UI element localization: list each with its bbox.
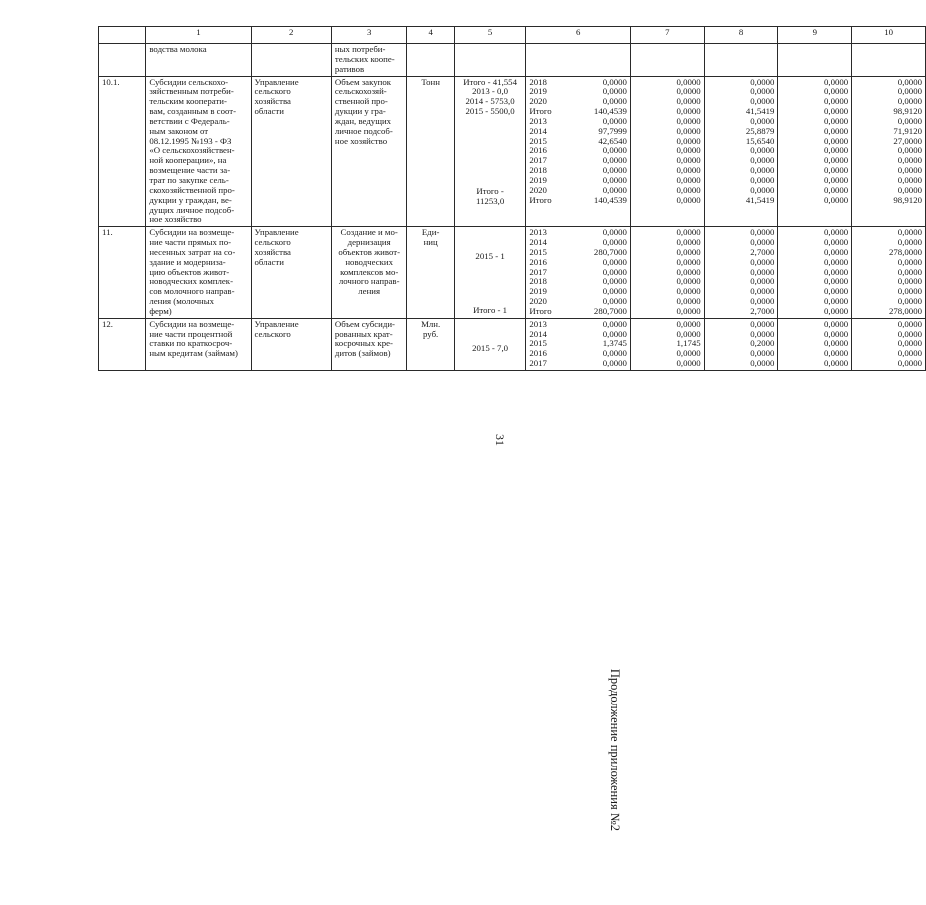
amount-value: 0,0000 bbox=[602, 237, 627, 248]
amount-value: 0,0000 bbox=[676, 184, 701, 195]
amount-value: 0,0000 bbox=[897, 227, 922, 238]
amount-value: 0,0000 bbox=[676, 165, 701, 176]
text-line: ветствии с Федераль- bbox=[149, 115, 230, 126]
amount-value: 0,0000 bbox=[897, 348, 922, 359]
amount-value: 0,0000 bbox=[750, 328, 775, 339]
year-label: 2017 bbox=[529, 358, 547, 369]
measure-description bbox=[146, 76, 251, 227]
header-cell: 8 bbox=[704, 27, 778, 44]
amount-value: 0,0000 bbox=[602, 155, 627, 166]
funding-federal bbox=[630, 227, 704, 319]
amount-value: 0,0000 bbox=[676, 106, 701, 117]
amount-value: 0,0000 bbox=[750, 286, 775, 297]
text-line: Управление bbox=[254, 227, 299, 238]
text-line: ным законом от bbox=[149, 125, 209, 136]
amount-value: 0,0000 bbox=[750, 266, 775, 277]
year-label: 2015 bbox=[529, 135, 547, 146]
year-label: 2020 bbox=[529, 184, 547, 195]
text-line: Млн. bbox=[421, 318, 441, 329]
amount-value: 0,0000 bbox=[676, 125, 701, 136]
year-label: 2013 bbox=[529, 115, 547, 126]
unit-of-measure bbox=[407, 227, 454, 319]
amount-value: 0,0000 bbox=[676, 358, 701, 369]
amount-value: 0,0000 bbox=[897, 338, 922, 349]
indicator-values bbox=[454, 76, 526, 227]
year-label: 2016 bbox=[529, 256, 547, 267]
amount-value: 0,0000 bbox=[823, 165, 849, 176]
amount-value: 0,0000 bbox=[602, 296, 627, 307]
amount-value: 0,0000 bbox=[676, 115, 701, 126]
header-cell: 3 bbox=[331, 27, 407, 44]
amount-value: 15,6540 bbox=[745, 135, 775, 146]
amount-value: 25,8879 bbox=[745, 125, 775, 136]
amount-value: 0,0000 bbox=[823, 184, 849, 195]
amount-value: 0,0000 bbox=[750, 237, 775, 248]
table-row-prev bbox=[99, 44, 926, 77]
amount-value: 0,0000 bbox=[602, 76, 627, 87]
amount-value: 0,0000 bbox=[823, 135, 849, 146]
amount-value: 2,7000 bbox=[750, 246, 775, 257]
header-cell: 6 bbox=[526, 27, 631, 44]
amount-value: 0,0000 bbox=[602, 318, 627, 329]
funding-regional bbox=[704, 318, 778, 370]
text-line: вам, созданным в соот- bbox=[149, 106, 237, 117]
amount-value: 0,0000 bbox=[823, 286, 849, 297]
text-line: здание и модерниза- bbox=[149, 256, 226, 267]
amount-value: 0,0000 bbox=[750, 358, 775, 369]
amount-value: 0,0000 bbox=[750, 256, 775, 267]
amount-value: 0,0000 bbox=[676, 286, 701, 297]
amount-value: 0,0000 bbox=[897, 174, 922, 185]
text-line: Объем закупок bbox=[334, 76, 392, 87]
amount-value: 0,0000 bbox=[750, 174, 775, 185]
year-label: Итого bbox=[529, 305, 552, 316]
amount-value: 0,0000 bbox=[750, 86, 775, 97]
text-line: дитов (займов) bbox=[334, 348, 391, 359]
amount-value: 0,0000 bbox=[823, 96, 849, 107]
amount-value: 0,0000 bbox=[823, 318, 849, 329]
text-line: ное хозяйство bbox=[149, 214, 202, 225]
year-label: 2018 bbox=[529, 165, 547, 176]
year-label: 2020 bbox=[529, 296, 547, 307]
amount-value: 0,0000 bbox=[750, 155, 775, 166]
amount-value: 0,0000 bbox=[676, 96, 701, 107]
text-line: возмещение части за- bbox=[149, 165, 231, 176]
year-label: 2013 bbox=[529, 318, 547, 329]
text-line: дукции у гра- bbox=[334, 106, 386, 117]
amount-value: 0,0000 bbox=[750, 165, 775, 176]
text-line: дукции у граждан, ве- bbox=[149, 194, 232, 205]
amount-value: 0,0000 bbox=[823, 246, 849, 257]
prev-row-text: водства молока bbox=[146, 44, 251, 77]
indicator-values: 2015 - 1 Итого - 1 bbox=[454, 227, 526, 319]
text-line: зяйственным потреби- bbox=[149, 86, 234, 97]
year-label: Итого bbox=[529, 194, 552, 205]
amount-value: 0,0000 bbox=[676, 135, 701, 146]
amount-value: 0,0000 bbox=[897, 296, 922, 307]
amount-value: 0,0000 bbox=[823, 348, 849, 359]
amount-value: 0,0000 bbox=[750, 96, 775, 107]
text-line: 2015 - 5500,0 bbox=[465, 106, 515, 117]
text-line: личное подсоб- bbox=[334, 125, 393, 136]
year-label: 2014 bbox=[529, 237, 547, 248]
text-line: тельским кооперати- bbox=[149, 96, 227, 107]
year-label: 2019 bbox=[529, 286, 547, 297]
amount-value: 0,0000 bbox=[823, 328, 849, 339]
text-line: дущих личное подсоб- bbox=[149, 204, 235, 215]
text-line: ления bbox=[358, 286, 381, 297]
amount-value: 0,0000 bbox=[823, 106, 849, 117]
amount-value: 0,0000 bbox=[750, 348, 775, 359]
funding-total bbox=[526, 76, 631, 227]
responsible-executor bbox=[251, 76, 331, 227]
amount-value: 0,0000 bbox=[676, 276, 701, 287]
text-line: Еди- bbox=[421, 227, 440, 238]
amount-value: 0,0000 bbox=[602, 96, 627, 107]
funding-other bbox=[852, 76, 926, 227]
text-line: Управление bbox=[254, 76, 299, 87]
text-line: сельского bbox=[254, 237, 291, 248]
amount-value: 0,0000 bbox=[676, 246, 701, 257]
amount-value: 0,0000 bbox=[676, 328, 701, 339]
amount-value: 0,0000 bbox=[823, 296, 849, 307]
amount-value: 0,0000 bbox=[897, 237, 922, 248]
funding-total bbox=[526, 318, 631, 370]
text-line: Создание и мо- bbox=[340, 227, 398, 238]
amount-value: 0,0000 bbox=[897, 155, 922, 166]
text-line: несенных затрат на со- bbox=[149, 246, 236, 257]
text-line: косрочных кре- bbox=[334, 338, 393, 349]
header-cell: 4 bbox=[407, 27, 454, 44]
amount-value: 98,9120 bbox=[893, 194, 922, 205]
text-line: новодческих bbox=[345, 256, 393, 267]
header-cell: 1 bbox=[146, 27, 251, 44]
amount-value: 0,0000 bbox=[750, 184, 775, 195]
year-label: 2019 bbox=[529, 86, 547, 97]
year-value-line bbox=[529, 196, 627, 206]
text-line: ления (молочных bbox=[149, 296, 215, 307]
amount-value: 0,0000 bbox=[897, 184, 922, 195]
amount-value: 0,0000 bbox=[823, 86, 849, 97]
text-line: 2014 - 5753,0 bbox=[465, 96, 515, 107]
table-row-10-1 bbox=[99, 76, 926, 227]
amount-value: 0,0000 bbox=[676, 155, 701, 166]
amount-value: 0,0000 bbox=[750, 276, 775, 287]
unit-of-measure bbox=[407, 318, 454, 370]
amount-value: 0,0000 bbox=[823, 115, 849, 126]
text-line: области bbox=[254, 256, 284, 267]
amount-value: 71,9120 bbox=[893, 125, 922, 136]
funding-total bbox=[526, 227, 631, 319]
amount-value: 0,0000 bbox=[602, 348, 627, 359]
amount-value: 0,0000 bbox=[750, 227, 775, 238]
row-number: 10.1. bbox=[99, 76, 146, 227]
amount-value: 0,0000 bbox=[602, 328, 627, 339]
amount-value: 41,5419 bbox=[745, 194, 775, 205]
amount-value: 140,4539 bbox=[593, 106, 627, 117]
text-line: скохозяйственной про- bbox=[149, 184, 235, 195]
year-label: Итого bbox=[529, 106, 552, 117]
amount-value: 0,0000 bbox=[602, 256, 627, 267]
text-line: ние части прямых по- bbox=[149, 237, 232, 248]
program-table bbox=[98, 26, 926, 371]
row-number: 11. bbox=[99, 227, 146, 319]
text-line: руб. bbox=[423, 328, 439, 339]
amount-value: 0,0000 bbox=[602, 266, 627, 277]
text-line: Управление bbox=[254, 318, 299, 329]
text-line: Субсидии сельскохо- bbox=[149, 76, 229, 87]
table-row-11 bbox=[99, 227, 926, 319]
funding-federal bbox=[630, 76, 704, 227]
funding-local bbox=[778, 318, 852, 370]
indicator-name bbox=[331, 76, 407, 227]
amount-value: 41,5419 bbox=[745, 106, 775, 117]
amount-value: 0,0000 bbox=[897, 115, 922, 126]
amount-value: 0,0000 bbox=[676, 227, 701, 238]
amount-value: 0,0000 bbox=[897, 286, 922, 297]
text-line: лочного направ- bbox=[338, 276, 400, 287]
text-line: цию объектов живот- bbox=[149, 266, 230, 277]
text-line: сов молочного направ- bbox=[149, 286, 235, 297]
amount-value: 0,0000 bbox=[823, 155, 849, 166]
prev-row-indicator: ных потреби- тельских коопе- ративов bbox=[331, 44, 407, 77]
funding-local bbox=[778, 76, 852, 227]
amount-value: 1,1745 bbox=[676, 338, 701, 349]
amount-value: 0,0000 bbox=[602, 174, 627, 185]
year-label: 2013 bbox=[529, 227, 547, 238]
amount-value: 0,0000 bbox=[823, 174, 849, 185]
amount-value: 0,0000 bbox=[602, 286, 627, 297]
amount-value: 0,0000 bbox=[676, 174, 701, 185]
text-line: рованных крат- bbox=[334, 328, 393, 339]
text-line: Субсидии на возмеще- bbox=[149, 227, 235, 238]
responsible-executor bbox=[251, 227, 331, 319]
text-line: Субсидии на возмеще- bbox=[149, 318, 235, 329]
responsible-executor bbox=[251, 318, 331, 370]
amount-value: 0,0000 bbox=[897, 358, 922, 369]
amount-value: 0,0000 bbox=[602, 276, 627, 287]
text-line: Итого - bbox=[476, 185, 504, 196]
text-line: новодческих комплек- bbox=[149, 276, 234, 287]
amount-value: 97,7999 bbox=[598, 125, 627, 136]
text-line: объектов живот- bbox=[338, 246, 401, 257]
header-cell bbox=[99, 27, 146, 44]
text-line: ниц bbox=[423, 237, 438, 248]
amount-value: 0,0000 bbox=[823, 227, 849, 238]
amount-value: 1,3745 bbox=[602, 338, 627, 349]
indicator-name bbox=[331, 227, 407, 319]
text-line: «О сельскохозяйствен- bbox=[149, 145, 235, 156]
text-line: Итого - 41,554 bbox=[463, 76, 517, 87]
text-line: ственной про- bbox=[334, 96, 388, 107]
amount-value: 0,0000 bbox=[602, 145, 627, 156]
continuation-title: Продолжение приложения №2 bbox=[608, 668, 622, 831]
amount-value: 98,9120 bbox=[893, 106, 922, 117]
amount-value: 0,0000 bbox=[676, 318, 701, 329]
amount-value: 0,0000 bbox=[750, 115, 775, 126]
text-line: комплексов мо- bbox=[340, 266, 399, 277]
text-line: ной кооперации», на bbox=[149, 155, 227, 166]
amount-value: 0,0000 bbox=[676, 305, 701, 316]
year-label: 2017 bbox=[529, 266, 547, 277]
amount-value: 0,0000 bbox=[602, 227, 627, 238]
amount-value: 0,0000 bbox=[676, 266, 701, 277]
year-label: 2018 bbox=[529, 76, 547, 87]
text-line: ное хозяйство bbox=[334, 135, 388, 146]
text-line: ждан, ведущих bbox=[334, 115, 392, 126]
amount-value: 2,7000 bbox=[750, 305, 775, 316]
funding-regional bbox=[704, 76, 778, 227]
funding-federal bbox=[630, 318, 704, 370]
year-value-line bbox=[529, 359, 627, 369]
amount-value: 0,0000 bbox=[676, 145, 701, 156]
amount-value: 0,0000 bbox=[602, 165, 627, 176]
amount-value: 278,0000 bbox=[889, 305, 922, 316]
amount-value: 280,7000 bbox=[593, 246, 627, 257]
year-label: 2018 bbox=[529, 276, 547, 287]
amount-value: 0,0000 bbox=[676, 237, 701, 248]
amount-value: 280,7000 bbox=[593, 305, 627, 316]
amount-value: 0,0000 bbox=[897, 266, 922, 277]
amount-value: 0,0000 bbox=[750, 318, 775, 329]
amount-value: 0,0000 bbox=[676, 348, 701, 359]
year-label: 2014 bbox=[529, 125, 547, 136]
amount-value: 0,0000 bbox=[823, 266, 849, 277]
amount-value: 27,0000 bbox=[893, 135, 922, 146]
table-row-12 bbox=[99, 318, 926, 370]
text-line: ферм) bbox=[149, 305, 172, 316]
amount-value: 0,0000 bbox=[676, 86, 701, 97]
amount-value: 0,2000 bbox=[750, 338, 775, 349]
amount-value: 0,0000 bbox=[676, 194, 701, 205]
year-label: 2016 bbox=[529, 145, 547, 156]
amount-value: 0,0000 bbox=[823, 145, 849, 156]
amount-value: 0,0000 bbox=[602, 86, 627, 97]
amount-value: 0,0000 bbox=[897, 165, 922, 176]
amount-value: 0,0000 bbox=[676, 296, 701, 307]
column-number-row bbox=[99, 27, 926, 44]
amount-value: 0,0000 bbox=[823, 256, 849, 267]
amount-value: 140,4539 bbox=[593, 194, 627, 205]
amount-value: 0,0000 bbox=[750, 145, 775, 156]
text-line: сельского bbox=[254, 328, 291, 339]
measure-description bbox=[146, 227, 251, 319]
amount-value: 0,0000 bbox=[897, 318, 922, 329]
amount-value: 0,0000 bbox=[823, 276, 849, 287]
text-line: хозяйства bbox=[254, 246, 291, 257]
text-line: области bbox=[254, 106, 284, 117]
unit-of-measure: Тонн bbox=[407, 76, 454, 227]
measure-description bbox=[146, 318, 251, 370]
amount-value: 0,0000 bbox=[750, 296, 775, 307]
header-cell: 2 bbox=[251, 27, 331, 44]
year-label: 2014 bbox=[529, 328, 547, 339]
year-label: 2017 bbox=[529, 155, 547, 166]
amount-value: 0,0000 bbox=[602, 358, 627, 369]
text-line: хозяйства bbox=[254, 96, 291, 107]
amount-value: 42,6540 bbox=[598, 135, 627, 146]
year-label: 2020 bbox=[529, 96, 547, 107]
amount-value: 0,0000 bbox=[823, 125, 849, 136]
amount-value: 0,0000 bbox=[897, 328, 922, 339]
text-line: сельскохозяй- bbox=[334, 86, 387, 97]
text-line: 11253,0 bbox=[475, 195, 505, 206]
text-line: Объем субсиди- bbox=[334, 318, 395, 329]
header-cell: 5 bbox=[454, 27, 526, 44]
amount-value: 0,0000 bbox=[897, 145, 922, 156]
amount-value: 0,0000 bbox=[897, 256, 922, 267]
amount-value: 0,0000 bbox=[823, 194, 849, 205]
year-label: 2015 bbox=[529, 338, 547, 349]
amount-value: 0,0000 bbox=[823, 237, 849, 248]
amount-value: 278,0000 bbox=[889, 246, 922, 257]
amount-value: 0,0000 bbox=[676, 76, 701, 87]
funding-other bbox=[852, 318, 926, 370]
amount-value: 0,0000 bbox=[750, 76, 775, 87]
year-label: 2015 bbox=[529, 246, 547, 257]
row-number: 12. bbox=[99, 318, 146, 370]
text-line: дернизация bbox=[347, 237, 391, 248]
text-line: 2013 - 0,0 bbox=[472, 86, 509, 97]
amount-value: 0,0000 bbox=[602, 115, 627, 126]
header-cell: 10 bbox=[852, 27, 926, 44]
amount-value: 0,0000 bbox=[897, 86, 922, 97]
text-line: трат по закупке сель- bbox=[149, 174, 229, 185]
text-line: сельского bbox=[254, 86, 291, 97]
header-cell: 9 bbox=[778, 27, 852, 44]
text-line: ным кредитам (займам) bbox=[149, 348, 238, 359]
amount-value: 0,0000 bbox=[823, 76, 849, 87]
amount-value: 0,0000 bbox=[897, 276, 922, 287]
page-number: 31 bbox=[493, 434, 507, 446]
amount-value: 0,0000 bbox=[897, 76, 922, 87]
year-value-line bbox=[529, 307, 627, 317]
text-line: ние части процентной bbox=[149, 328, 233, 339]
year-label: 2016 bbox=[529, 348, 547, 359]
funding-regional bbox=[704, 227, 778, 319]
indicator-values: 2015 - 7,0 bbox=[454, 318, 526, 370]
amount-value: 0,0000 bbox=[823, 305, 849, 316]
indicator-name bbox=[331, 318, 407, 370]
header-cell: 7 bbox=[630, 27, 704, 44]
year-label: 2019 bbox=[529, 174, 547, 185]
text-line: ставки по краткосроч- bbox=[149, 338, 233, 349]
amount-value: 0,0000 bbox=[823, 338, 849, 349]
text-line: 08.12.1995 №193 - ФЗ bbox=[149, 135, 232, 146]
amount-value: 0,0000 bbox=[602, 184, 627, 195]
funding-other bbox=[852, 227, 926, 319]
amount-value: 0,0000 bbox=[897, 96, 922, 107]
amount-value: 0,0000 bbox=[823, 358, 849, 369]
amount-value: 0,0000 bbox=[676, 256, 701, 267]
funding-local bbox=[778, 227, 852, 319]
